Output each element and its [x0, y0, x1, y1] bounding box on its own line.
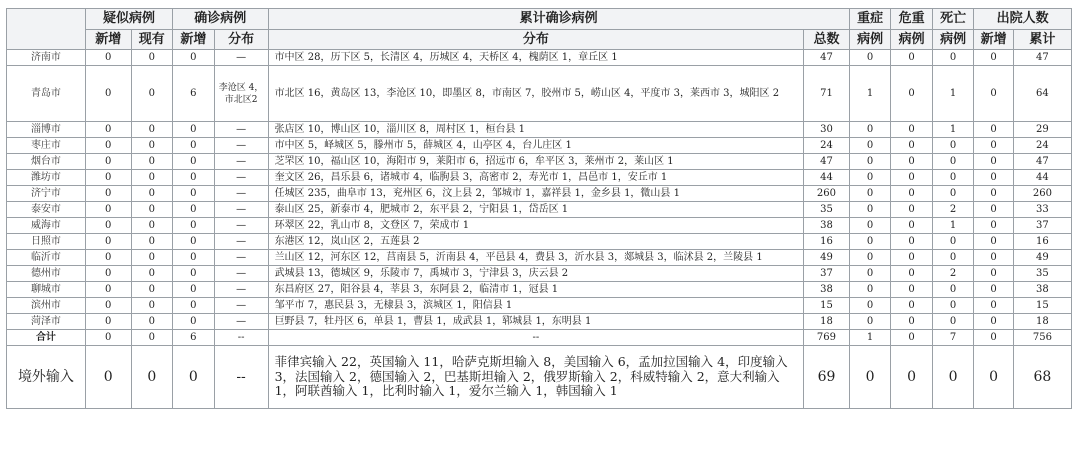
critical-cases: 0	[891, 346, 933, 409]
confirmed-new: 0	[173, 298, 215, 314]
severe-cases: 0	[849, 250, 891, 266]
discharged-total: 47	[1013, 154, 1071, 170]
foreign-import-label: 境外输入	[7, 346, 86, 409]
foreign-import-row	[7, 346, 1072, 409]
confirmed-new: 0	[173, 50, 215, 66]
suspected-current: 0	[131, 218, 173, 234]
suspected-current: 0	[131, 314, 173, 330]
cumulative-dist: 环翠区 22，乳山市 8，文登区 7，荣成市 1	[268, 218, 804, 234]
severe-cases: 0	[849, 170, 891, 186]
discharged-new: 0	[974, 218, 1013, 234]
suspected-current: 0	[131, 138, 173, 154]
city-name: 日照市	[7, 234, 86, 250]
confirmed-dist: —	[214, 266, 268, 282]
cumulative-dist: 巨野县 7，牡丹区 6，单县 1，曹县 1，成武县 1，郓城县 1，东明县 1	[268, 314, 804, 330]
table-row	[7, 266, 1072, 282]
critical-cases: 0	[891, 314, 933, 330]
header-confirmed: 确诊病例	[173, 9, 269, 30]
city-name: 淄博市	[7, 122, 86, 138]
cumulative-dist: 市中区 5，峄城区 5，滕州市 5，薛城区 4，山亭区 4，台儿庄区 1	[268, 138, 804, 154]
header-suspected-current: 现有	[131, 30, 173, 50]
confirmed-new: 0	[173, 186, 215, 202]
cumulative-dist: 市中区 28，历下区 5，长清区 4，历城区 4，天桥区 4，槐荫区 1，章丘区 1	[268, 50, 804, 66]
cumulative-dist: 东昌府区 27，阳谷县 4，莘县 3，东阿县 2，临清市 1，冠县 1	[268, 282, 804, 298]
suspected-new: 0	[85, 66, 131, 122]
cumulative-total: 769	[804, 330, 850, 346]
death-cases: 0	[932, 50, 974, 66]
cumulative-dist: 东港区 12，岚山区 2，五莲县 2	[268, 234, 804, 250]
city-name: 潍坊市	[7, 170, 86, 186]
cumulative-dist: 邹平市 7，惠民县 3，无棣县 3，滨城区 1，阳信县 1	[268, 298, 804, 314]
severe-cases: 1	[849, 66, 891, 122]
table-row	[7, 186, 1072, 202]
city-name: 枣庄市	[7, 138, 86, 154]
discharged-new: 0	[974, 186, 1013, 202]
table-row	[7, 138, 1072, 154]
table-row	[7, 122, 1072, 138]
city-name: 济宁市	[7, 186, 86, 202]
severe-cases: 0	[849, 218, 891, 234]
header-suspected: 疑似病例	[85, 9, 172, 30]
discharged-total: 16	[1013, 234, 1071, 250]
suspected-new: 0	[85, 50, 131, 66]
cumulative-total: 44	[804, 170, 850, 186]
cumulative-total: 47	[804, 154, 850, 170]
table-header	[7, 9, 1072, 50]
discharged-new: 0	[974, 250, 1013, 266]
suspected-new: 0	[85, 346, 131, 409]
suspected-new: 0	[85, 154, 131, 170]
cumulative-total: 47	[804, 50, 850, 66]
cumulative-total: 35	[804, 202, 850, 218]
confirmed-new: 0	[173, 250, 215, 266]
suspected-new: 0	[85, 218, 131, 234]
death-cases: 0	[932, 250, 974, 266]
confirmed-new: 0	[173, 202, 215, 218]
critical-cases: 0	[891, 202, 933, 218]
severe-cases: 0	[849, 234, 891, 250]
confirmed-dist: —	[214, 250, 268, 266]
header-discharged-new: 新增	[974, 30, 1013, 50]
discharged-total: 68	[1013, 346, 1071, 409]
cumulative-dist: 张店区 10，博山区 10，淄川区 8，周村区 1，桓台县 1	[268, 122, 804, 138]
suspected-new: 0	[85, 266, 131, 282]
confirmed-new: 0	[173, 282, 215, 298]
critical-cases: 0	[891, 298, 933, 314]
cumulative-total: 15	[804, 298, 850, 314]
critical-cases: 0	[891, 330, 933, 346]
discharged-total: 24	[1013, 138, 1071, 154]
confirmed-new: 0	[173, 314, 215, 330]
severe-cases: 0	[849, 50, 891, 66]
confirmed-dist: —	[214, 234, 268, 250]
death-cases: 1	[932, 122, 974, 138]
header-discharged: 出院人数	[974, 9, 1072, 30]
critical-cases: 0	[891, 266, 933, 282]
confirmed-new: 0	[173, 154, 215, 170]
cumulative-dist: 市北区 16，黄岛区 13，李沧区 10，即墨区 8，市南区 7，胶州市 5，崂山区 4，平度市 3，莱西市 3，城阳区 2	[268, 66, 804, 122]
severe-cases: 0	[849, 314, 891, 330]
confirmed-dist: —	[214, 314, 268, 330]
discharged-new: 0	[974, 282, 1013, 298]
header-critical-cases: 病例	[891, 30, 933, 50]
city-name: 济南市	[7, 50, 86, 66]
foreign-import-dist: 菲律宾输入 22，英国输入 11，哈萨克斯坦输入 8，美国输入 6，孟加拉国输入 4，印度输入 3，法国输入 2，德国输入 2，巴基斯坦输入 2，俄罗斯输入 2，科威特输入 2，意大利输入 1，阿联酋输入 1，比利时输入 1，爱尔兰输入 1，韩国输入 1	[268, 346, 804, 409]
city-name: 威海市	[7, 218, 86, 234]
critical-cases: 0	[891, 154, 933, 170]
critical-cases: 0	[891, 282, 933, 298]
death-cases: 0	[932, 298, 974, 314]
discharged-total: 260	[1013, 186, 1071, 202]
discharged-new: 0	[974, 298, 1013, 314]
table-row	[7, 50, 1072, 66]
city-name: 德州市	[7, 266, 86, 282]
confirmed-new: 0	[173, 234, 215, 250]
cumulative-total: 71	[804, 66, 850, 122]
city-name: 聊城市	[7, 282, 86, 298]
confirmed-new: 0	[173, 122, 215, 138]
cumulative-total: 24	[804, 138, 850, 154]
discharged-total: 35	[1013, 266, 1071, 282]
header-severe: 重症	[849, 9, 891, 30]
suspected-current: 0	[131, 202, 173, 218]
severe-cases: 0	[849, 138, 891, 154]
discharged-new: 0	[974, 66, 1013, 122]
severe-cases: 0	[849, 282, 891, 298]
header-death: 死亡	[932, 9, 974, 30]
cumulative-dist: 武城县 13，德城区 9，乐陵市 7，禹城市 3，宁津县 3，庆云县 2	[268, 266, 804, 282]
severe-cases: 0	[849, 122, 891, 138]
severe-cases: 0	[849, 154, 891, 170]
cumulative-dist: 任城区 235，曲阜市 13，兖州区 6，汶上县 2，邹城市 1，嘉祥县 1，金乡县 1，微山县 1	[268, 186, 804, 202]
total-label: 合计	[7, 330, 86, 346]
suspected-new: 0	[85, 138, 131, 154]
table-row	[7, 154, 1072, 170]
suspected-current: 0	[131, 186, 173, 202]
header-severe-cases: 病例	[849, 30, 891, 50]
confirmed-new: 0	[173, 266, 215, 282]
death-cases: 0	[932, 154, 974, 170]
death-cases: 2	[932, 266, 974, 282]
confirmed-dist: —	[214, 170, 268, 186]
discharged-total: 15	[1013, 298, 1071, 314]
critical-cases: 0	[891, 138, 933, 154]
death-cases: 1	[932, 66, 974, 122]
discharged-new: 0	[974, 170, 1013, 186]
critical-cases: 0	[891, 234, 933, 250]
discharged-new: 0	[974, 154, 1013, 170]
header-confirmed-dist: 分布	[214, 30, 268, 50]
city-name: 烟台市	[7, 154, 86, 170]
confirmed-dist: —	[214, 50, 268, 66]
discharged-new: 0	[974, 138, 1013, 154]
suspected-current: 0	[131, 266, 173, 282]
critical-cases: 0	[891, 66, 933, 122]
cumulative-total: 38	[804, 282, 850, 298]
table-row	[7, 298, 1072, 314]
confirmed-dist: —	[214, 202, 268, 218]
cumulative-total: 37	[804, 266, 850, 282]
suspected-new: 0	[85, 234, 131, 250]
discharged-total: 64	[1013, 66, 1071, 122]
suspected-new: 0	[85, 202, 131, 218]
confirmed-dist: —	[214, 154, 268, 170]
confirmed-dist: --	[214, 330, 268, 346]
corner-cell	[7, 9, 86, 50]
header-death-cases: 病例	[932, 30, 974, 50]
death-cases: 0	[932, 138, 974, 154]
header-cumulative-dist: 分布	[268, 30, 804, 50]
critical-cases: 0	[891, 170, 933, 186]
severe-cases: 0	[849, 298, 891, 314]
table-row	[7, 66, 1072, 122]
suspected-current: 0	[131, 122, 173, 138]
suspected-current: 0	[131, 346, 173, 409]
critical-cases: 0	[891, 50, 933, 66]
discharged-new: 0	[974, 202, 1013, 218]
table-row	[7, 314, 1072, 330]
confirmed-new: 0	[173, 170, 215, 186]
header-critical: 危重	[891, 9, 933, 30]
suspected-new: 0	[85, 122, 131, 138]
cumulative-dist: 泰山区 25，新泰市 4，肥城市 2，东平县 2，宁阳县 1，岱岳区 1	[268, 202, 804, 218]
suspected-current: 0	[131, 234, 173, 250]
death-cases: 0	[932, 282, 974, 298]
suspected-current: 0	[131, 154, 173, 170]
critical-cases: 0	[891, 122, 933, 138]
suspected-new: 0	[85, 282, 131, 298]
discharged-new: 0	[974, 234, 1013, 250]
suspected-new: 0	[85, 250, 131, 266]
confirmed-new: 0	[173, 138, 215, 154]
table-body	[7, 50, 1072, 409]
confirmed-dist: —	[214, 282, 268, 298]
death-cases: 2	[932, 202, 974, 218]
table-row	[7, 282, 1072, 298]
discharged-new: 0	[974, 330, 1013, 346]
header-suspected-new: 新增	[85, 30, 131, 50]
table-row	[7, 170, 1072, 186]
discharged-new: 0	[974, 122, 1013, 138]
table-row	[7, 202, 1072, 218]
header-cumulative: 累计确诊病例	[268, 9, 849, 30]
suspected-current: 0	[131, 330, 173, 346]
discharged-new: 0	[974, 266, 1013, 282]
suspected-current: 0	[131, 170, 173, 186]
city-name: 菏泽市	[7, 314, 86, 330]
cumulative-dist: 芝罘区 10，福山区 10，海阳市 9，莱阳市 6，招远市 6，牟平区 3，莱州市 2，莱山区 1	[268, 154, 804, 170]
city-name: 青岛市	[7, 66, 86, 122]
discharged-total: 47	[1013, 50, 1071, 66]
confirmed-new: 6	[173, 66, 215, 122]
death-cases: 0	[932, 314, 974, 330]
city-name: 临沂市	[7, 250, 86, 266]
cumulative-total: 69	[804, 346, 850, 409]
confirmed-dist: —	[214, 122, 268, 138]
confirmed-dist: —	[214, 138, 268, 154]
city-name: 泰安市	[7, 202, 86, 218]
header-cumulative-total: 总数	[804, 30, 850, 50]
death-cases: 0	[932, 186, 974, 202]
discharged-total: 49	[1013, 250, 1071, 266]
severe-cases: 0	[849, 266, 891, 282]
confirmed-dist: —	[214, 186, 268, 202]
death-cases: 7	[932, 330, 974, 346]
severe-cases: 0	[849, 186, 891, 202]
severe-cases: 1	[849, 330, 891, 346]
confirmed-dist: —	[214, 218, 268, 234]
suspected-new: 0	[85, 186, 131, 202]
cumulative-total: 16	[804, 234, 850, 250]
death-cases: 1	[932, 218, 974, 234]
cumulative-total: 30	[804, 122, 850, 138]
table-row	[7, 234, 1072, 250]
suspected-new: 0	[85, 314, 131, 330]
cumulative-dist: 兰山区 12，河东区 12，莒南县 5，沂南县 4，平邑县 4，费县 3，沂水县 3，郯城县 3，临沭县 2，兰陵县 1	[268, 250, 804, 266]
critical-cases: 0	[891, 186, 933, 202]
confirmed-dist: —	[214, 298, 268, 314]
discharged-total: 756	[1013, 330, 1071, 346]
discharged-new: 0	[974, 346, 1013, 409]
suspected-current: 0	[131, 298, 173, 314]
table-row	[7, 218, 1072, 234]
confirmed-new: 0	[173, 218, 215, 234]
critical-cases: 0	[891, 218, 933, 234]
discharged-total: 29	[1013, 122, 1071, 138]
table-row	[7, 250, 1072, 266]
severe-cases: 0	[849, 202, 891, 218]
discharged-total: 37	[1013, 218, 1071, 234]
city-name: 滨州市	[7, 298, 86, 314]
suspected-new: 0	[85, 330, 131, 346]
discharged-new: 0	[974, 50, 1013, 66]
discharged-new: 0	[974, 314, 1013, 330]
cumulative-total: 18	[804, 314, 850, 330]
suspected-current: 0	[131, 282, 173, 298]
discharged-total: 44	[1013, 170, 1071, 186]
suspected-current: 0	[131, 66, 173, 122]
cumulative-dist: --	[268, 330, 804, 346]
discharged-total: 33	[1013, 202, 1071, 218]
covid-stats-table	[6, 8, 1072, 409]
confirmed-new: 6	[173, 330, 215, 346]
cumulative-total: 49	[804, 250, 850, 266]
suspected-new: 0	[85, 298, 131, 314]
discharged-total: 38	[1013, 282, 1071, 298]
critical-cases: 0	[891, 250, 933, 266]
death-cases: 0	[932, 346, 974, 409]
header-discharged-total: 累计	[1013, 30, 1071, 50]
confirmed-dist: 李沧区 4，市北区2	[214, 66, 268, 122]
death-cases: 0	[932, 170, 974, 186]
severe-cases: 0	[849, 346, 891, 409]
total-row	[7, 330, 1072, 346]
suspected-current: 0	[131, 250, 173, 266]
death-cases: 0	[932, 234, 974, 250]
header-confirmed-new: 新增	[173, 30, 215, 50]
cumulative-total: 38	[804, 218, 850, 234]
covid-stats-table-container	[6, 8, 1072, 409]
confirmed-dist: --	[214, 346, 268, 409]
suspected-new: 0	[85, 170, 131, 186]
discharged-total: 18	[1013, 314, 1071, 330]
cumulative-total: 260	[804, 186, 850, 202]
cumulative-dist: 奎文区 26，昌乐县 6，诸城市 4，临朐县 3，高密市 2，寿光市 1，昌邑市 1，安丘市 1	[268, 170, 804, 186]
suspected-current: 0	[131, 50, 173, 66]
confirmed-new: 0	[173, 346, 215, 409]
